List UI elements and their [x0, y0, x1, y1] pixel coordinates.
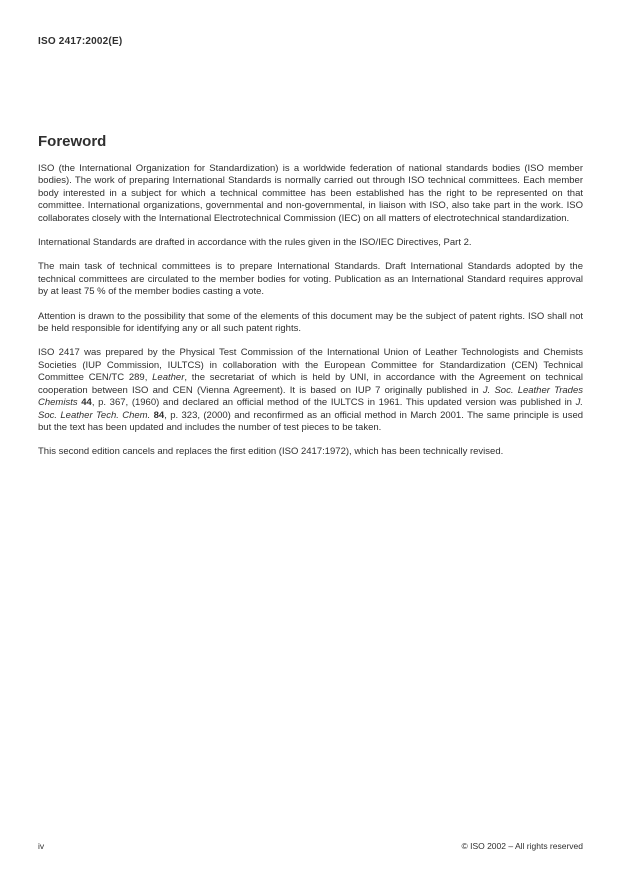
foreword-body — [38, 163, 583, 471]
page-footer — [38, 841, 583, 851]
paragraph: ISO 2417 was prepared by the Physical Test Commission of the International Union of Leather Technologists and Chemists Societies (IUP Commission, IULTCS) in collaboration with the European Committee for Standardization (CEN) Technical Committee CEN/TC 289, Leather, the secretariat of which is held by UNI, in accordance with the Agreement on technical cooperation between ISO and CEN (Vienna Agreement). It is based on IUP 7 originally published in J. Soc. Leather Trades Chemists 44, p. 367, (1960) and declared an official method of the IULTCS in 1961. This updated version was published in J. Soc. Leather Tech. Chem. 84, p. 323, (2000) and reconfirmed as an official method in March 2001. The same principle is used but the text has been updated and includes the number of test pieces to be taken. — [38, 347, 584, 433]
paragraph: International Standards are drafted in accordance with the rules given in the ISO/IEC Directives, Part 2. — [38, 237, 472, 249]
copyright-notice: © ISO 2002 – All rights reserved — [461, 841, 583, 851]
document-reference: ISO 2417:2002(E) — [38, 36, 123, 47]
paragraph: Attention is drawn to the possibility that some of the elements of this document may be the subject of patent rights. ISO shall not be held responsible for identifying any or all such patent rights. — [38, 310, 583, 335]
page-number: iv — [38, 841, 45, 851]
paragraph: ISO (the International Organization for Standardization) is a worldwide federation of national standards bodies (ISO member bodies). The work of preparing International Standards is normally carried out through ISO technical committees. Each member body interested in a subject for which a technical committee has been established has the right to be represented on that committee. International organizations, governmental and non-governmental, in liaison with ISO, also take part in the work. ISO collaborates closely with the International Electrotechnical Commission (IEC) on all matters of electrotechnical standardization. — [38, 163, 583, 224]
paragraph: The main task of technical committees is to prepare International Standards. Draft International Standards adopted by the technical committees are circulated to the member bodies for voting. Publication as an International Standard requires approval by at least 75 % of the member bodies casting a vote. — [38, 261, 583, 298]
foreword-heading: Foreword — [38, 133, 107, 150]
paragraph: This second edition cancels and replaces the first edition (ISO 2417:1972), which has been technically revised. — [38, 446, 504, 458]
